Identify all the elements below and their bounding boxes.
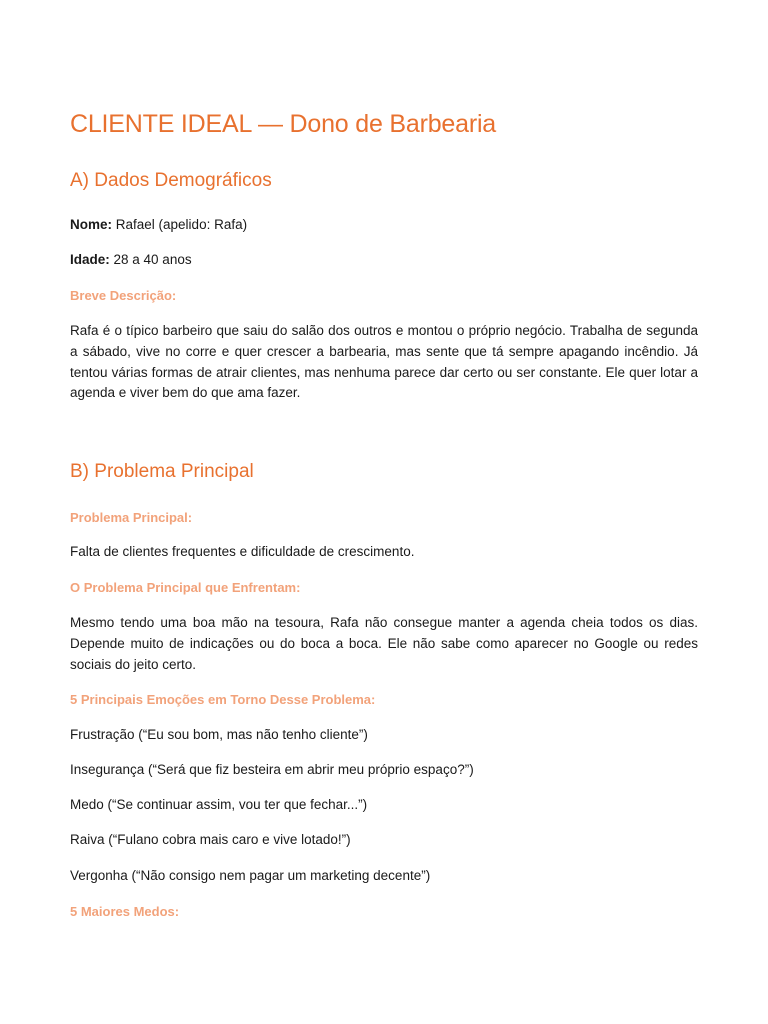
emotion-item: Frustração (“Eu sou bom, mas não tenho cliente”): [70, 727, 368, 742]
fears-label: 5 Maiores Medos:: [70, 904, 180, 919]
description-text: Rafa é o típico barbeiro que saiu do salão dos outros e montou o próprio negócio. Trabalha de segunda a sábado, vive no corre e quer crescer a barbearia, mas sente que tá sempre apagando incêndio. Já tentou várias formas de atrair clientes, mas nenhuma parece dar certo ou ser constante. Ele quer lotar a agenda e viver bem do que ama fazer.: [70, 323, 698, 401]
problem-text: Falta de clientes frequentes e dificuldade de crescimento.: [70, 544, 415, 559]
name-value: Rafael (apelido: Rafa): [112, 217, 248, 232]
age-label: Idade:: [70, 252, 110, 267]
emotion-item: Medo (“Se continuar assim, vou ter que fechar...”): [70, 797, 368, 812]
emotions-label: 5 Principais Emoções em Torno Desse Problema:: [70, 692, 376, 707]
emotion-item: Raiva (“Fulano cobra mais caro e vive lotado!”): [70, 832, 351, 847]
faced-problem-label: O Problema Principal que Enfrentam:: [70, 580, 301, 595]
section-b-heading: B) Problema Principal: [70, 461, 254, 482]
age-value: 28 a 40 anos: [109, 252, 192, 267]
section-a-heading: A) Dados Demográficos: [70, 170, 272, 191]
emotion-item: Vergonha (“Não consigo nem pagar um marketing decente”): [70, 868, 431, 883]
age-line: [70, 250, 192, 271]
name-line: [70, 215, 247, 236]
description-label: Breve Descrição:: [70, 288, 177, 303]
problem-label: Problema Principal:: [70, 510, 193, 525]
name-label: Nome:: [70, 217, 113, 232]
document-title: CLIENTE IDEAL — Dono de Barbearia: [70, 110, 497, 138]
faced-problem-text: Mesmo tendo uma boa mão na tesoura, Rafa não consegue manter a agenda cheia todos os dias. Depende muito de indicações ou do boca a boca. Ele não sabe como aparecer no Google ou redes sociais do jeito certo.: [70, 615, 698, 672]
emotion-item: Insegurança (“Será que fiz besteira em abrir meu próprio espaço?”): [70, 762, 474, 777]
